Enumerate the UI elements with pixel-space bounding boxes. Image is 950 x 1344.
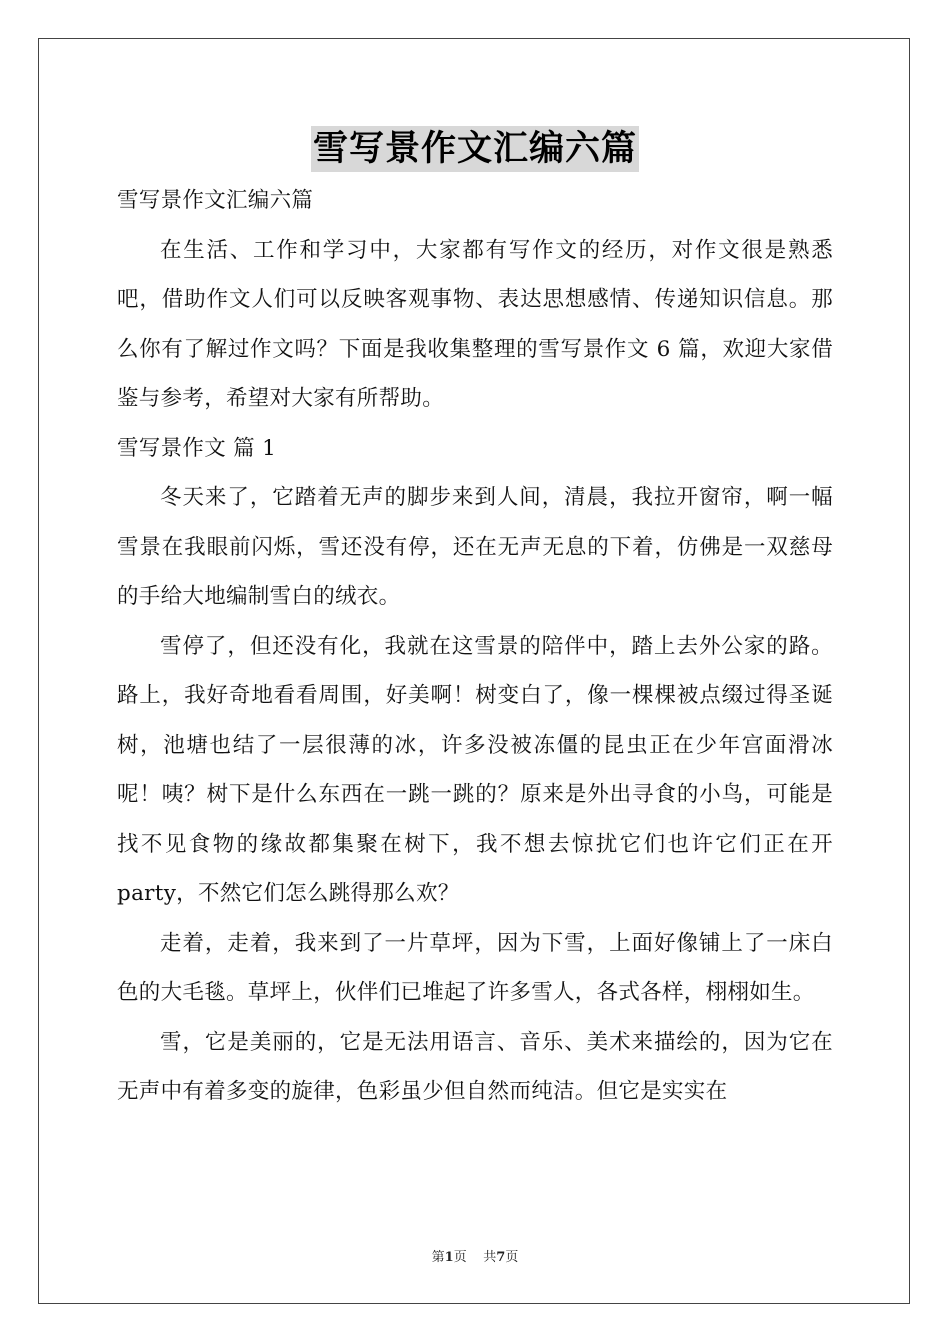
page-current: 1: [444, 1250, 454, 1265]
body-paragraph: 冬天来了，它踏着无声的脚步来到人间，清晨，我拉开窗帘，啊一幅雪景在我眼前闪烁，雪还没有停，还在无声无息的下着，仿佛是一双慈母的手给大地编制雪白的绒衣。: [117, 485, 833, 609]
intro-paragraph: 在生活、工作和学习中，大家都有写作文的经历，对作文很是熟悉吧，借助作文人们可以反映客观事物、表达思想感情、传递知识信息。那么你有了解过作文吗？下面是我收集整理的雪写景作文 6 篇，欢迎大家借鉴与参考，希望对大家有所帮助。: [117, 237, 833, 411]
page-suffix: 页: [453, 1250, 467, 1265]
body-paragraph: 雪，它是美丽的，它是无法用语言、音乐、美术来描绘的，因为它在无声中有着多变的旋律，色彩虽少但自然而纯洁。但它是实实在: [117, 1029, 833, 1104]
page-prefix: 第: [431, 1250, 445, 1265]
total-suffix: 页: [505, 1250, 519, 1265]
body-paragraph: 雪停了，但还没有化，我就在这雪景的陪伴中，踏上去外公家的路。路上，我好奇地看看周围，好美啊！树变白了，像一棵棵被点缀过得圣诞树，池塘也结了一层很薄的冰，许多没被冻僵的昆虫正在少年宫面滑冰呢！咦？树下是什么东西在一跳一跳的？原来是外出寻食的小鸟，可能是找不见食物的缘故都集聚在树下，我不想去惊扰它们也许它们正在开 party，不然它们怎么跳得那么欢？: [117, 633, 833, 906]
page-footer: [0, 1246, 950, 1265]
page-total: 7: [496, 1250, 506, 1265]
document-body: [117, 176, 833, 1117]
title-container: [0, 126, 950, 172]
document-title: 雪写景作文汇编六篇: [311, 126, 639, 172]
total-prefix: 共: [483, 1250, 497, 1265]
body-paragraph: 走着，走着，我来到了一片草坪，因为下雪，上面好像铺上了一床白色的大毛毯。草坪上，伙伴们已堆起了许多雪人，各式各样，栩栩如生。: [117, 930, 833, 1005]
section-heading: 雪写景作文 篇 1: [117, 435, 277, 461]
document-subtitle: 雪写景作文汇编六篇: [117, 188, 314, 213]
